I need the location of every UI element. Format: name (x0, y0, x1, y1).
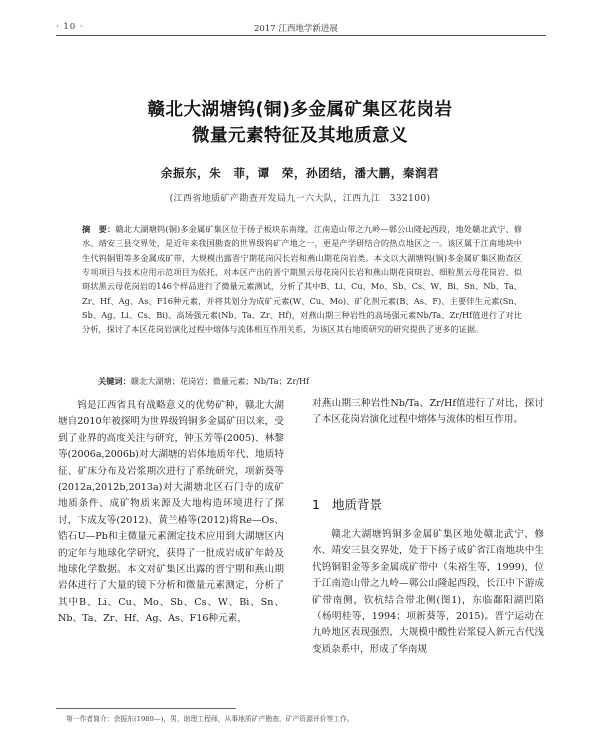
author-affiliation: (江西省地质矿产勘查开发局九一六大队，江西九江 332100) (169, 194, 431, 204)
right-column (312, 527, 544, 658)
footnote-rule (56, 708, 236, 709)
author-list: 余振东，朱 菲，谭 荣，孙团结，潘大鹏，秦润君 (160, 166, 440, 180)
abstract (82, 222, 522, 337)
header-rule (56, 35, 546, 36)
keywords-label: 关键词： (98, 376, 131, 386)
running-header (56, 20, 546, 38)
page-number: · 10 · (56, 22, 84, 32)
abstract-label: 摘 要： (82, 224, 116, 234)
left-column (58, 398, 284, 628)
section-heading (312, 495, 382, 513)
section-title: 地质背景 (331, 497, 382, 512)
intro-paragraph-end: 对燕山期三种岩性Nb/Ta、Zr/Hf值进行了对比，探讨了本区花岗岩演化过程中熔体与流体的相互作用。 (312, 398, 544, 426)
keywords (98, 376, 528, 387)
keywords-text: 赣北大湖塘；花岗岩；微量元素；Nb/Ta；Zr/Hf (130, 376, 310, 386)
footnote: 第一作者简介：余振东(1989—)，男，助理工程师，从事地质矿产勘查、矿产资源评价等工作。 (66, 715, 354, 723)
geology-paragraph: 赣北大湖塘钨铜多金属矿集区地处赣北武宁、修水、靖安三县交界处，处于下扬子成矿省江南地块中生代钨铜钼金等多金属成矿带中（朱裕生等，1999)，位于江南造山带之九岭—鄣公山隆起西段，长江中下游成矿带南侧，钦杭结合带北侧(图1)，东临鄱阳湖凹陷（杨明桂等，1994；项新葵等，2015)。晋宁运动在九岭地区表现强烈，大规模中酸性岩浆侵入新元古代浅变质杂系中，形成了华南规 (312, 529, 544, 655)
article-title-line2: 微量元素特征及其地质意义 (192, 126, 408, 146)
intro-paragraph: 钨是江西省具有战略意义的优势矿种，赣北大湖塘自2010年被探明为世界级钨铜多金属矿田以来，受到了业界的高度关注与研究，钟玉芳等(2005)、林黎等(2006a,2006b)对大湖塘的岩体地质年代、地质特征、矿床分布及岩浆期次进行了系统研究，项新葵等(2012a,2012b,2013a)对大湖塘北区石门寺的成矿地质条件、成矿物质来源及大地构造环境进行了探讨，卞成友等(2012)、黄兰椿等(2012)将Re—Os、锆石U—Pb和主微量元素测定技术应用到大湖塘区内的定年与地球化学研究，获得了一批成岩成矿年龄及地球化学数据。本文对矿集区出露的晋宁期和燕山期岩体进行了大量的镜下分析和微量元素测定，分析了其中B、Li、Cu、Mo、Sb、Cs、W、Bi、Sn、Nb、Ta、Zr、Hf、Ag、As、F16种元素， (58, 400, 284, 625)
article-title-line1: 赣北大湖塘钨(铜)多金属矿集区花岗岩 (147, 100, 453, 120)
right-column-continuation (312, 396, 544, 429)
section-number: 1 (312, 497, 320, 512)
abstract-text: 赣北大湖塘钨(铜)多金属矿集区位于扬子板块东南缘，江南造山带之九岭—鄣公山隆起西段，地处赣北武宁、修水、靖安三县交界处，是近年来我国勘查的世界级钨矿产地之一，更是产学研结合的热点地区之一。该区属于江南地块中生代钨铜钼等多金属成矿带，大规模出露晋宁期花岗闪长岩和燕山期花岗岩类。本文以大湖塘钨(铜)多金属矿集区勘查区专项项目与技术应用示范项目为依托，对本区产出的晋宁期黑云母花岗闪长岩和燕山期花岗斑岩、细粒黑云母花岗岩、似斑状黑云母花岗岩的146个样品进行了微量元素测试，分析了其中B、Li、Cu、Mo、Sb、Cs、W、Bi、Sn、Nb、Ta、Zr、Hf、Ag、As、F16种元素，并将其划分为成矿元素(W、Cu、Mo)、矿化剂元素(B、As、F)、主要伴生元素(Sn、Sb、Ag、Li、Cs、Bi)、高场强元素(Nb、Ta、Zr、Hf)，对燕山期三种岩性的高场强元素Nb/Ta、Zr/Hf值进行了对比分析，探讨了本区花岗岩演化过程中熔体与流体相互作用关系，为该区其右地质研究的研究提供了更多的证据。 (82, 224, 522, 335)
journal-title: 2017 江西地学新进展 (254, 24, 338, 34)
